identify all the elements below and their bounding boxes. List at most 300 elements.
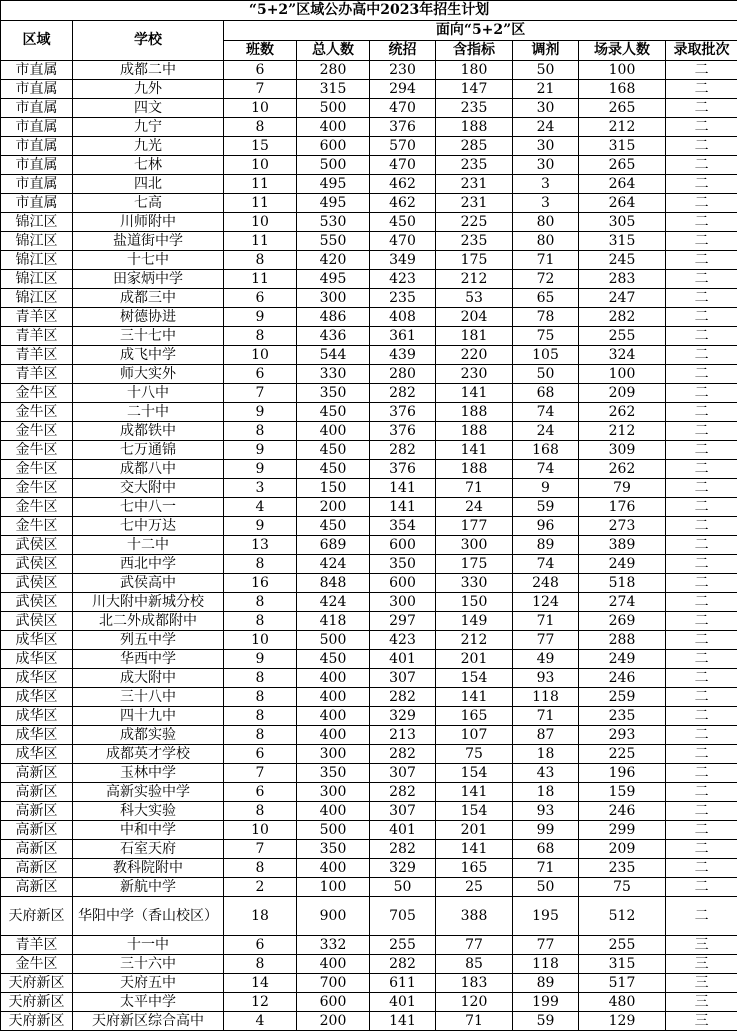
cell-batch: 三 — [666, 955, 737, 974]
cell-batch: 二 — [666, 270, 737, 289]
cell-total: 330 — [297, 365, 370, 384]
cell-unified: 235 — [370, 289, 436, 308]
table-row — [1, 479, 737, 498]
cell-district: 锦江区 — [1, 232, 73, 251]
cell-adjust: 74 — [513, 460, 579, 479]
cell-school: 武侯高中 — [73, 574, 224, 593]
cell-total: 900 — [297, 897, 370, 936]
table-row — [1, 251, 737, 270]
cell-school: 中和中学 — [73, 821, 224, 840]
cell-quota: 285 — [436, 137, 513, 156]
table-row — [1, 955, 737, 974]
cell-total: 400 — [297, 422, 370, 441]
cell-school: 七高 — [73, 194, 224, 213]
cell-district: 市直属 — [1, 194, 73, 213]
cell-district: 高新区 — [1, 859, 73, 878]
cell-unified: 401 — [370, 650, 436, 669]
cell-onsite: 262 — [579, 460, 666, 479]
table-row — [1, 764, 737, 783]
cell-district: 高新区 — [1, 878, 73, 897]
cell-onsite: 293 — [579, 726, 666, 745]
cell-district: 武侯区 — [1, 574, 73, 593]
cell-quota: 147 — [436, 80, 513, 99]
cell-quota: 212 — [436, 270, 513, 289]
cell-school: 七万通锦 — [73, 441, 224, 460]
cell-batch: 二 — [666, 80, 737, 99]
cell-batch: 二 — [666, 498, 737, 517]
header-classes: 班数 — [224, 41, 297, 61]
cell-adjust: 50 — [513, 61, 579, 80]
cell-quota: 24 — [436, 498, 513, 517]
cell-quota: 188 — [436, 403, 513, 422]
cell-quota: 300 — [436, 536, 513, 555]
cell-classes: 18 — [224, 897, 297, 936]
table-row — [1, 422, 737, 441]
cell-total: 495 — [297, 175, 370, 194]
cell-school: 九光 — [73, 137, 224, 156]
cell-onsite: 264 — [579, 175, 666, 194]
cell-quota: 120 — [436, 993, 513, 1012]
cell-adjust: 3 — [513, 175, 579, 194]
table-row — [1, 669, 737, 688]
cell-classes: 11 — [224, 232, 297, 251]
cell-adjust: 96 — [513, 517, 579, 536]
cell-quota: 201 — [436, 821, 513, 840]
cell-onsite: 315 — [579, 955, 666, 974]
cell-total: 450 — [297, 441, 370, 460]
cell-unified: 423 — [370, 270, 436, 289]
cell-quota: 85 — [436, 955, 513, 974]
cell-unified: 361 — [370, 327, 436, 346]
table-row — [1, 840, 737, 859]
table-row — [1, 460, 737, 479]
cell-school: 二十中 — [73, 403, 224, 422]
cell-quota: 388 — [436, 897, 513, 936]
cell-classes: 2 — [224, 878, 297, 897]
cell-unified: 401 — [370, 993, 436, 1012]
cell-onsite: 274 — [579, 593, 666, 612]
cell-district: 市直属 — [1, 156, 73, 175]
cell-total: 495 — [297, 270, 370, 289]
table-row — [1, 80, 737, 99]
table-title: “5+2”区域公办高中2023年招生计划 — [1, 1, 737, 21]
cell-district: 金牛区 — [1, 479, 73, 498]
cell-unified: 307 — [370, 669, 436, 688]
table-row — [1, 156, 737, 175]
cell-school: 新航中学 — [73, 878, 224, 897]
cell-adjust: 49 — [513, 650, 579, 669]
cell-batch: 二 — [666, 859, 737, 878]
cell-adjust: 30 — [513, 137, 579, 156]
cell-total: 450 — [297, 460, 370, 479]
cell-classes: 6 — [224, 365, 297, 384]
cell-adjust: 21 — [513, 80, 579, 99]
table-row — [1, 232, 737, 251]
cell-total: 436 — [297, 327, 370, 346]
cell-classes: 8 — [224, 955, 297, 974]
cell-unified: 294 — [370, 80, 436, 99]
cell-unified: 376 — [370, 403, 436, 422]
cell-adjust: 71 — [513, 251, 579, 270]
cell-quota: 154 — [436, 764, 513, 783]
cell-quota: 188 — [436, 422, 513, 441]
cell-quota: 212 — [436, 631, 513, 650]
cell-total: 600 — [297, 993, 370, 1012]
cell-onsite: 299 — [579, 821, 666, 840]
cell-school: 成大附中 — [73, 669, 224, 688]
cell-adjust: 118 — [513, 955, 579, 974]
cell-unified: 600 — [370, 536, 436, 555]
table-row — [1, 859, 737, 878]
cell-unified: 376 — [370, 460, 436, 479]
cell-batch: 二 — [666, 555, 737, 574]
table-row — [1, 213, 737, 232]
cell-adjust: 50 — [513, 365, 579, 384]
cell-unified: 450 — [370, 213, 436, 232]
cell-district: 锦江区 — [1, 251, 73, 270]
cell-school: 师大实外 — [73, 365, 224, 384]
table-row — [1, 175, 737, 194]
cell-unified: 255 — [370, 936, 436, 955]
cell-batch: 二 — [666, 612, 737, 631]
cell-total: 544 — [297, 346, 370, 365]
table-row — [1, 365, 737, 384]
cell-total: 400 — [297, 707, 370, 726]
cell-school: 教科院附中 — [73, 859, 224, 878]
cell-onsite: 225 — [579, 745, 666, 764]
cell-classes: 9 — [224, 308, 297, 327]
table-row — [1, 498, 737, 517]
table-row — [1, 308, 737, 327]
table-row — [1, 936, 737, 955]
cell-batch: 二 — [666, 422, 737, 441]
cell-classes: 8 — [224, 669, 297, 688]
cell-adjust: 71 — [513, 707, 579, 726]
cell-total: 400 — [297, 726, 370, 745]
cell-total: 424 — [297, 555, 370, 574]
cell-district: 金牛区 — [1, 517, 73, 536]
cell-total: 400 — [297, 859, 370, 878]
cell-adjust: 124 — [513, 593, 579, 612]
cell-unified: 354 — [370, 517, 436, 536]
cell-onsite: 235 — [579, 707, 666, 726]
cell-total: 500 — [297, 156, 370, 175]
cell-quota: 165 — [436, 859, 513, 878]
table-row — [1, 593, 737, 612]
cell-adjust: 199 — [513, 993, 579, 1012]
cell-district: 市直属 — [1, 175, 73, 194]
cell-classes: 11 — [224, 270, 297, 289]
cell-batch: 二 — [666, 365, 737, 384]
table-row — [1, 346, 737, 365]
cell-batch: 二 — [666, 802, 737, 821]
cell-quota: 183 — [436, 974, 513, 993]
cell-quota: 177 — [436, 517, 513, 536]
cell-quota: 231 — [436, 194, 513, 213]
cell-batch: 二 — [666, 650, 737, 669]
cell-school: 成都实验 — [73, 726, 224, 745]
cell-unified: 282 — [370, 384, 436, 403]
cell-quota: 220 — [436, 346, 513, 365]
cell-district: 青羊区 — [1, 365, 73, 384]
header-onsite: 场录人数 — [579, 41, 666, 61]
cell-district: 青羊区 — [1, 346, 73, 365]
cell-batch: 二 — [666, 536, 737, 555]
cell-onsite: 249 — [579, 555, 666, 574]
cell-adjust: 18 — [513, 745, 579, 764]
cell-adjust: 50 — [513, 878, 579, 897]
cell-classes: 8 — [224, 555, 297, 574]
table-row — [1, 878, 737, 897]
cell-quota: 77 — [436, 936, 513, 955]
cell-district: 金牛区 — [1, 441, 73, 460]
cell-quota: 204 — [436, 308, 513, 327]
cell-adjust: 59 — [513, 1012, 579, 1031]
cell-unified: 470 — [370, 232, 436, 251]
cell-onsite: 315 — [579, 137, 666, 156]
cell-school: 树德协进 — [73, 308, 224, 327]
cell-total: 848 — [297, 574, 370, 593]
cell-district: 金牛区 — [1, 422, 73, 441]
header-batch: 录取批次 — [666, 41, 737, 61]
cell-batch: 三 — [666, 1012, 737, 1031]
cell-unified: 329 — [370, 707, 436, 726]
cell-unified: 141 — [370, 479, 436, 498]
cell-batch: 三 — [666, 936, 737, 955]
cell-unified: 282 — [370, 783, 436, 802]
cell-classes: 9 — [224, 441, 297, 460]
table-row — [1, 555, 737, 574]
cell-adjust: 68 — [513, 384, 579, 403]
cell-adjust: 9 — [513, 479, 579, 498]
cell-batch: 二 — [666, 61, 737, 80]
cell-onsite: 212 — [579, 118, 666, 137]
table-body — [1, 61, 737, 1031]
cell-adjust: 93 — [513, 802, 579, 821]
cell-classes: 8 — [224, 859, 297, 878]
cell-classes: 13 — [224, 536, 297, 555]
cell-total: 200 — [297, 1012, 370, 1031]
table-row — [1, 517, 737, 536]
cell-batch: 三 — [666, 993, 737, 1012]
cell-school: 太平中学 — [73, 993, 224, 1012]
cell-onsite: 283 — [579, 270, 666, 289]
cell-batch: 三 — [666, 974, 737, 993]
cell-total: 400 — [297, 955, 370, 974]
header-district: 区域 — [1, 21, 73, 61]
cell-school: 九外 — [73, 80, 224, 99]
cell-batch: 二 — [666, 745, 737, 764]
cell-unified: 401 — [370, 821, 436, 840]
cell-batch: 二 — [666, 308, 737, 327]
cell-quota: 149 — [436, 612, 513, 631]
cell-batch: 二 — [666, 441, 737, 460]
cell-quota: 141 — [436, 688, 513, 707]
cell-unified: 282 — [370, 688, 436, 707]
cell-adjust: 87 — [513, 726, 579, 745]
cell-district: 高新区 — [1, 764, 73, 783]
cell-total: 689 — [297, 536, 370, 555]
cell-quota: 175 — [436, 555, 513, 574]
cell-classes: 8 — [224, 251, 297, 270]
cell-adjust: 24 — [513, 422, 579, 441]
table-row — [1, 707, 737, 726]
table-row — [1, 327, 737, 346]
table-row — [1, 270, 737, 289]
table-row — [1, 745, 737, 764]
cell-district: 武侯区 — [1, 612, 73, 631]
cell-batch: 二 — [666, 688, 737, 707]
cell-quota: 235 — [436, 99, 513, 118]
cell-district: 市直属 — [1, 137, 73, 156]
cell-school: 四北 — [73, 175, 224, 194]
cell-school: 石室天府 — [73, 840, 224, 859]
cell-unified: 350 — [370, 555, 436, 574]
cell-classes: 7 — [224, 384, 297, 403]
cell-unified: 376 — [370, 422, 436, 441]
table-row — [1, 897, 737, 936]
cell-batch: 二 — [666, 840, 737, 859]
cell-district: 天府新区 — [1, 993, 73, 1012]
cell-quota: 71 — [436, 479, 513, 498]
cell-district: 金牛区 — [1, 498, 73, 517]
cell-onsite: 269 — [579, 612, 666, 631]
cell-onsite: 517 — [579, 974, 666, 993]
cell-district: 成华区 — [1, 669, 73, 688]
cell-total: 450 — [297, 517, 370, 536]
cell-adjust: 105 — [513, 346, 579, 365]
cell-school: 西北中学 — [73, 555, 224, 574]
cell-batch: 二 — [666, 764, 737, 783]
cell-batch: 二 — [666, 232, 737, 251]
cell-quota: 225 — [436, 213, 513, 232]
cell-batch: 二 — [666, 384, 737, 403]
table-row — [1, 61, 737, 80]
cell-batch: 二 — [666, 707, 737, 726]
cell-batch: 二 — [666, 346, 737, 365]
cell-school: 七林 — [73, 156, 224, 175]
cell-district: 青羊区 — [1, 936, 73, 955]
cell-quota: 181 — [436, 327, 513, 346]
cell-batch: 二 — [666, 878, 737, 897]
cell-unified: 462 — [370, 194, 436, 213]
cell-quota: 180 — [436, 61, 513, 80]
table-row — [1, 688, 737, 707]
cell-quota: 154 — [436, 669, 513, 688]
cell-school: 科大实验 — [73, 802, 224, 821]
header-group: 面向“5+2”区 — [224, 21, 737, 41]
cell-adjust: 72 — [513, 270, 579, 289]
cell-classes: 12 — [224, 993, 297, 1012]
cell-batch: 二 — [666, 194, 737, 213]
cell-batch: 二 — [666, 669, 737, 688]
cell-adjust: 118 — [513, 688, 579, 707]
cell-quota: 75 — [436, 745, 513, 764]
table-row — [1, 974, 737, 993]
table-row — [1, 612, 737, 631]
cell-school: 交大附中 — [73, 479, 224, 498]
cell-adjust: 77 — [513, 631, 579, 650]
cell-district: 成华区 — [1, 688, 73, 707]
cell-classes: 11 — [224, 175, 297, 194]
cell-school: 华西中学 — [73, 650, 224, 669]
cell-total: 400 — [297, 118, 370, 137]
cell-onsite: 480 — [579, 993, 666, 1012]
cell-total: 400 — [297, 688, 370, 707]
cell-total: 530 — [297, 213, 370, 232]
cell-onsite: 246 — [579, 802, 666, 821]
header-total: 总人数 — [297, 41, 370, 61]
cell-onsite: 262 — [579, 403, 666, 422]
header-school: 学校 — [73, 21, 224, 61]
cell-unified: 300 — [370, 593, 436, 612]
cell-batch: 二 — [666, 213, 737, 232]
cell-classes: 15 — [224, 137, 297, 156]
cell-total: 300 — [297, 745, 370, 764]
cell-unified: 423 — [370, 631, 436, 650]
cell-classes: 8 — [224, 118, 297, 137]
cell-quota: 201 — [436, 650, 513, 669]
cell-batch: 二 — [666, 289, 737, 308]
cell-total: 418 — [297, 612, 370, 631]
cell-classes: 4 — [224, 498, 297, 517]
cell-quota: 141 — [436, 384, 513, 403]
cell-batch: 二 — [666, 517, 737, 536]
cell-onsite: 209 — [579, 384, 666, 403]
cell-district: 天府新区 — [1, 897, 73, 936]
cell-onsite: 264 — [579, 194, 666, 213]
cell-district: 锦江区 — [1, 270, 73, 289]
cell-adjust: 71 — [513, 612, 579, 631]
table-row — [1, 384, 737, 403]
cell-batch: 二 — [666, 574, 737, 593]
cell-onsite: 249 — [579, 650, 666, 669]
cell-classes: 9 — [224, 517, 297, 536]
cell-total: 550 — [297, 232, 370, 251]
cell-batch: 二 — [666, 118, 737, 137]
cell-unified: 282 — [370, 840, 436, 859]
cell-district: 青羊区 — [1, 327, 73, 346]
cell-onsite: 247 — [579, 289, 666, 308]
cell-classes: 10 — [224, 99, 297, 118]
cell-onsite: 512 — [579, 897, 666, 936]
cell-onsite: 100 — [579, 365, 666, 384]
table-row — [1, 536, 737, 555]
cell-classes: 16 — [224, 574, 297, 593]
cell-quota: 165 — [436, 707, 513, 726]
cell-quota: 330 — [436, 574, 513, 593]
table-row — [1, 289, 737, 308]
cell-onsite: 288 — [579, 631, 666, 650]
cell-adjust: 195 — [513, 897, 579, 936]
cell-district: 高新区 — [1, 840, 73, 859]
cell-classes: 8 — [224, 612, 297, 631]
cell-onsite: 75 — [579, 878, 666, 897]
cell-classes: 6 — [224, 289, 297, 308]
cell-quota: 175 — [436, 251, 513, 270]
cell-school: 三十七中 — [73, 327, 224, 346]
cell-unified: 439 — [370, 346, 436, 365]
cell-adjust: 99 — [513, 821, 579, 840]
cell-adjust: 80 — [513, 232, 579, 251]
cell-total: 450 — [297, 650, 370, 669]
cell-classes: 10 — [224, 156, 297, 175]
cell-district: 青羊区 — [1, 308, 73, 327]
cell-school: 川师附中 — [73, 213, 224, 232]
cell-total: 700 — [297, 974, 370, 993]
cell-adjust: 30 — [513, 99, 579, 118]
cell-district: 金牛区 — [1, 955, 73, 974]
